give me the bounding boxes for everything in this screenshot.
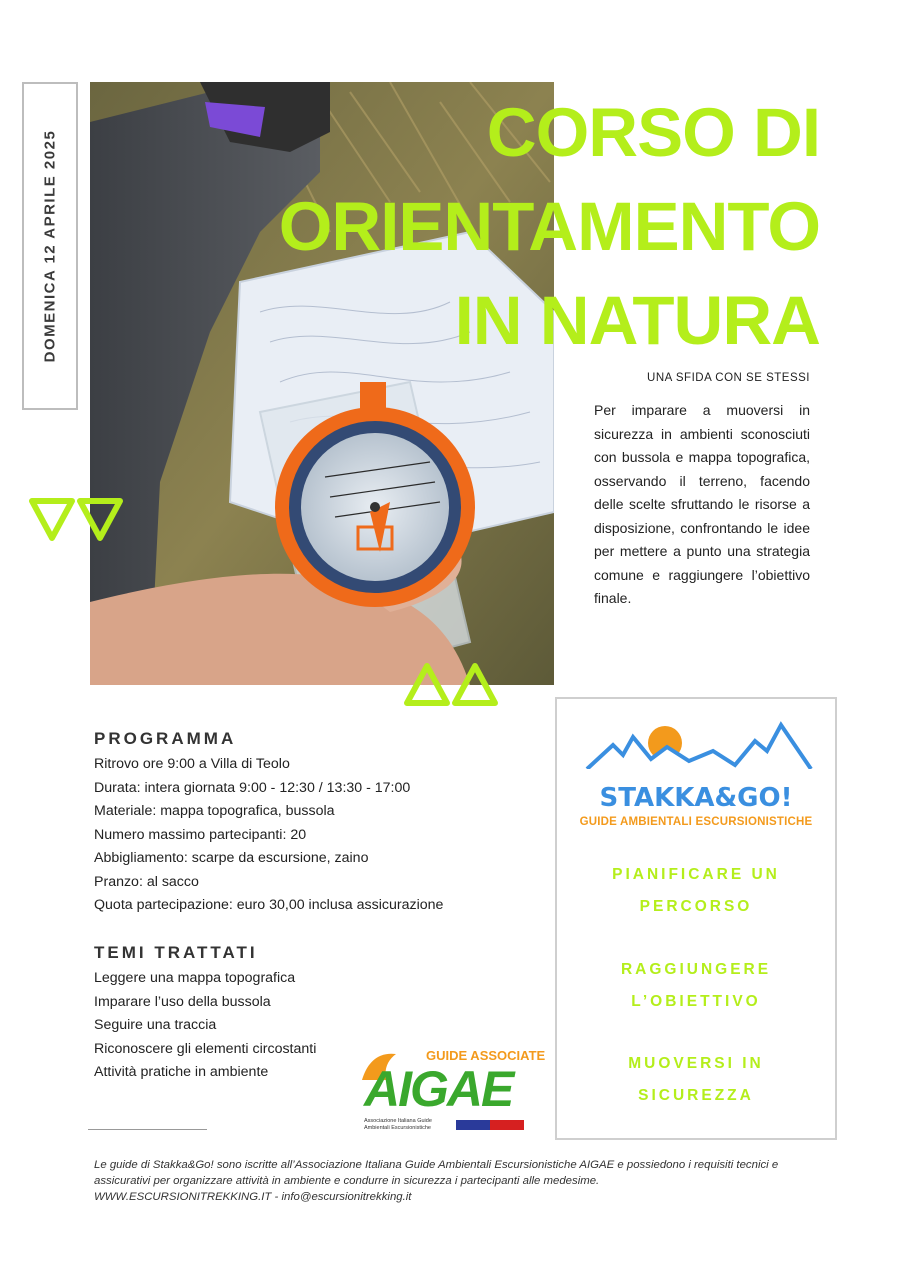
aigae-logo bbox=[360, 1048, 546, 1133]
flag-stripe bbox=[456, 1120, 524, 1130]
event-date: DOMENICA 12 APRILE 2025 bbox=[41, 129, 59, 363]
mountains-sun-icon bbox=[585, 721, 813, 781]
triangles-left-icon bbox=[28, 496, 124, 544]
claim-pianificare bbox=[557, 859, 835, 923]
course-title bbox=[279, 86, 820, 368]
subtitle: UNA SFIDA CON SE STESSI bbox=[647, 372, 810, 384]
caption-line: Associazione Italiana Guide bbox=[364, 1118, 432, 1124]
claim-line: PIANIFICARE UN bbox=[612, 866, 780, 883]
brand-name: STAKKA&GO! bbox=[599, 783, 793, 813]
temi-list bbox=[94, 967, 316, 1085]
claim-line: MUOVERSI IN bbox=[628, 1055, 764, 1072]
list-item: Seguire una traccia bbox=[94, 1017, 217, 1033]
temi-heading: TEMI TRATTATI bbox=[94, 943, 258, 962]
claim-line: L’OBIETTIVO bbox=[631, 993, 761, 1010]
triangles-bottom-icon bbox=[402, 660, 502, 708]
stakka-box bbox=[555, 697, 837, 1140]
list-item: Imparare l’uso della bussola bbox=[94, 993, 271, 1010]
footer-contact: WWW.ESCURSIONITREKKING.IT - info@escursionitrekking.it bbox=[94, 1191, 412, 1203]
claim-raggiungere bbox=[557, 954, 835, 1018]
claim-muoversi bbox=[557, 1048, 835, 1112]
list-item: Attività pratiche in ambiente bbox=[94, 1064, 269, 1080]
title-line-1: CORSO DI bbox=[486, 94, 820, 171]
guide-associate-label: GUIDE ASSOCIATE bbox=[426, 1048, 546, 1063]
claim-line: RAGGIUNGERE bbox=[620, 961, 772, 978]
programma-list bbox=[94, 753, 443, 918]
list-item: Materiale: mappa topografica, bussola bbox=[94, 803, 335, 819]
list-item: Riconoscere gli elementi circostanti bbox=[94, 1040, 317, 1057]
list-item: Leggere una mappa topografica bbox=[94, 970, 296, 986]
title-line-3: IN NATURA bbox=[454, 282, 820, 359]
list-item: Durata: intera giornata 9:00 - 12:30 / 13:30 - 17:00 bbox=[94, 779, 411, 796]
date-box bbox=[22, 82, 78, 410]
divider bbox=[88, 1129, 207, 1130]
claim-line: PERCORSO bbox=[639, 898, 753, 915]
aigae-wordmark: AIGAE bbox=[364, 1061, 513, 1117]
footer-text: Le guide di Stakka&Go! sono iscritte all’Associazione Italiana Guide Ambientali Escursionistiche AIGAE e possiedono i requisiti tecnici e assicurativi per organizzare attività in ambiente e condurre in sicurezza i partecipanti alle medesime. bbox=[94, 1159, 779, 1187]
claim-line: SICUREZZA bbox=[638, 1087, 754, 1104]
intro-paragraph: Per imparare a muoversi in sicurezza in ambienti sconosciuti con bussola e mappa topografica, osservando il terreno, facendo delle scelte sfruttando le risorse a disposizione, confrontando le idee per mettere a punto una strategia comune e raggiungere l’obiettivo finale. bbox=[594, 402, 810, 606]
list-item: Abbigliamento: scarpe da escursione, zaino bbox=[94, 850, 369, 866]
list-item: Ritrovo ore 9:00 a Villa di Teolo bbox=[94, 756, 290, 772]
title-line-2: ORIENTAMENTO bbox=[278, 188, 820, 265]
footer bbox=[94, 1157, 814, 1205]
list-item: Pranzo: al sacco bbox=[94, 873, 199, 890]
brand-tagline: GUIDE AMBIENTALI ESCURSIONISTICHE bbox=[579, 816, 813, 828]
caption-line: Ambientali Escursionistiche bbox=[364, 1125, 431, 1131]
programma-heading: PROGRAMMA bbox=[94, 729, 237, 748]
list-item: Numero massimo partecipanti: 20 bbox=[94, 826, 307, 843]
list-item: Quota partecipazione: euro 30,00 inclusa assicurazione bbox=[94, 897, 444, 913]
aigae-caption bbox=[364, 1118, 432, 1132]
